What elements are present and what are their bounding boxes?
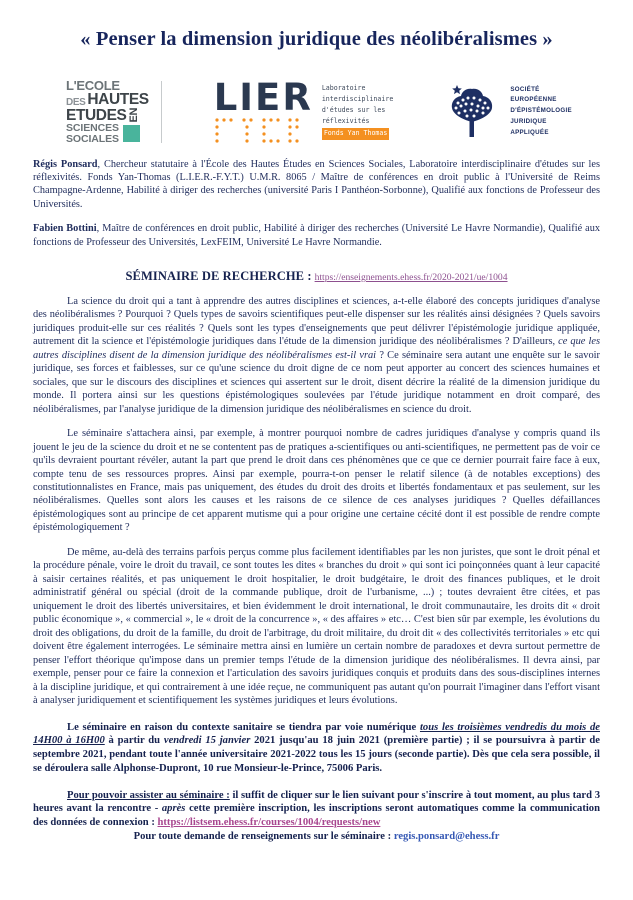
- paragraph-1-emphasis: ce que les autres disciplines disent de la dimension juridique des néolibéralismes est-il vrai: [33, 336, 601, 361]
- paragraph-1: [33, 295, 600, 416]
- schedule-notice: [33, 721, 600, 776]
- contact-line: [33, 831, 600, 842]
- ehess-line-4b: SOCIALES: [66, 132, 119, 145]
- schedule-lead: Le séminaire en raison du contexte sanitaire se tiendra par voie numérique: [67, 721, 420, 733]
- bio-bottini-name: Fabien Bottini: [33, 223, 97, 235]
- ehess-logo-text: [66, 78, 157, 145]
- seeja-logo: [441, 81, 572, 143]
- seminar-label: SÉMINAIRE DE RECHERCHE :: [125, 268, 312, 283]
- bio-bottini: [33, 222, 600, 249]
- lier-word: LIER: [213, 76, 313, 120]
- ehess-line-2-main: HAUTES: [87, 91, 149, 109]
- ehess-line-3-main: ETUDES: [66, 106, 127, 124]
- seminar-header: [33, 269, 600, 284]
- seeja-line-2: EUROPÉENNE: [510, 96, 557, 104]
- registration-body-b: cette première inscription, les inscriptions seront automatiques comme la communication des données de connexion :: [33, 803, 600, 829]
- lier-desc-line-3: d'études sur les: [321, 106, 386, 115]
- lier-wordmark: [213, 76, 313, 143]
- ehess-logo: [66, 78, 162, 145]
- ehess-line-4: [66, 123, 149, 144]
- bio-ponsard-text: , Chercheur statutaire à l'École des Hautes Études en Sciences Sociales, Laboratoire interdisciplinaire d'études sur les réflexivités. Fonds Yan-Thomas (L.I.E.R.-F.Y.T.) U.M.R. 8065 / Maître de conférences en droit public à l'Université de Reims Champagne-Ardenne, Habilité à diriger des recherches (université Paris I Panthéon-Sorbonne), Qualifié aux fonctions de Professeur des Universités.: [33, 158, 600, 210]
- lier-dot-mirror-icon: [214, 117, 313, 143]
- ehess-line-1: L'ECOLE: [66, 78, 120, 94]
- tree-icon: [441, 81, 503, 143]
- lier-logo: [213, 76, 394, 143]
- seeja-line-5: APPLIQUÉE: [510, 128, 549, 136]
- bio-ponsard: [33, 158, 600, 212]
- bio-bottini-text: , Maître de conférences en droit public, Habilité à diriger des recherches (Université Le Havre Normandie), Qualifié aux fonctions de Professeur des Universités, LexFEIM, Université Le Havre Normandie.: [33, 223, 600, 248]
- paragraph-1-part-a: La science du droit qui a tant à apprendre des autres disciplines et sciences, a-t-elle élaboré des concepts juridiques d'analyse des néolibéralismes ? Pourquoi ? Quels types de savoirs scientifiques peut-elle dispenser sur les réalités ainsi désignées ? Quels savoirs juridiques produit-elle sur ces réalités ? Quels sont les types d'enseignements que peut délivrer l'épistémologie juridique appliquée, autrement dit la science et l'épistémologie juridiques dans l'étude de la dimension juridique des néolibéralismes ? D'ailleurs,: [33, 295, 600, 348]
- bio-ponsard-name: Régis Ponsard: [33, 158, 98, 170]
- paragraph-1-part-b: ? Ce séminaire sera autant une enquête sur le savoir juridique, ses forces et faiblesses, sur ce qu'une science du droit digne de ce nom peut apporter au concert des sciences humaines et sociales, que sur le discours des disciplines et sciences qui assertent sur le droit, disent décrire la réalité de la dimension juridique du monde. Il portera ainsi sur les questions épistémologiques soulevées par l'étude juridique notamment en droit comparé, des néolibéralismes, par l'analyse juridique de la dimension juridique des néolibéralismes en science du droit.: [33, 349, 600, 415]
- logo-strip: [33, 76, 600, 148]
- ehess-line-3: [66, 108, 149, 124]
- lier-desc-line-4: réflexivités: [321, 117, 370, 126]
- ehess-teal-square-icon: [123, 125, 140, 142]
- contact-lead: Pour toute demande de renseignements sur le séminaire :: [133, 830, 394, 842]
- seeja-line-1: SOCIÉTÉ: [510, 85, 540, 93]
- schedule-emphasis: tous les troisièmes vendredis du mois de 14H00 à 16H00: [33, 721, 600, 747]
- contact-email-link[interactable]: regis.ponsard@ehess.fr: [393, 830, 500, 842]
- lier-desc-line-1: Laboratoire: [321, 84, 366, 93]
- schedule-mid-a: à partir du: [104, 735, 164, 747]
- logo-divider: [161, 81, 162, 143]
- ehess-line-4a: SCIENCES: [66, 122, 119, 135]
- registration-link[interactable]: https://listsem.ehess.fr/courses/1004/requests/new: [157, 817, 381, 829]
- registration-body-a: il suffit de cliquer sur le lien suivant pour s'inscrire à tout moment, au plus tard 3 heures avant la rencontre -: [33, 789, 601, 815]
- ehess-line-2: [66, 92, 149, 108]
- registration-notice: [33, 789, 600, 830]
- lier-fonds-badge: Fonds Yan Thomas: [322, 128, 390, 140]
- lier-desc-line-2: interdisciplinaire: [321, 95, 394, 104]
- seeja-line-4: JURIDIQUE: [510, 118, 547, 126]
- seminar-link[interactable]: https://enseignements.ehess.fr/2020-2021/ue/1004: [314, 271, 508, 283]
- lier-description: [322, 83, 393, 139]
- paragraph-2: Le séminaire s'attachera ainsi, par exemple, à montrer pourquoi nombre de cadres juridiques d'analyse y compris quand ils jouent le jeu de la science du droit et ne se contentent pas de pratiques a-scientifiques ou anti-scientifiques, ne permettent pas de voir ce qu'ils devraient pourtant révéler, autant la part que prend le droit dans ces phénomènes que ce que ce dernier pourrait faire face à eux, compte tenu de ses ressources propres. Ainsi par exemple, pourra-t-on penser le relatif silence (à de notables exceptions) des constitutionnalistes en France, mais pas uniquement, des études du droit des droits et libertés fondamentaux et pas seulement, sur les néolibéralismes. Quelles sont alors les causes et les raisons de ce silence de ces analyses juridiques ? Quelles défaillances épistémologiques sont au principe de cet apparent mutisme qui a pour origine une certaine cécité dont il est possible de rendre compte épistémologiquement ?: [33, 428, 600, 534]
- seeja-line-3: D'ÉPISTÉMOLOGIE: [510, 107, 572, 115]
- paragraph-3: De même, au-delà des terrains parfois perçus comme plus facilement identifiables par les non juristes, que sont le droit pénal et la procédure pénale, voire le droit du travail, ce sont toutes les dites « branches du droit » qui sont ici poinçonnées quant à leur capacité à saisir certaines réalités, et pas uniquement le droit hospitalier, le droit budgétaire, le droit des finances publiques, et le droit administratif général ou spécial (droit de la commande publique, droit de l'urbanisme, ...) ; toutes devraient être citées, et pas uniquement le droit des libertés universitaires, et bien évidemment le droit international, le droit communautaire, les droits dit « droit public économique », « commercial », le « droit de la concurrence », « des affaires » etc… C'est bien sûr par exemple, les évolutions du droit des obligations, du droit de la famille, du droit de l'arbitrage, du droit militaire, du droit dit « des collectivités territoriales » etc qui doivent être également interrogées. Le séminaire mettra ainsi en lumière un certain nombre de paradoxes et devra surtout permettre de penser l'effort théorique qu'impose dans un premier temps l'étude de la dimension juridique des néolibéralismes. Il devra ainsi, par exemple, penser pour ce faire la connexion et l'articulation des savoirs juridiques conquis et produits dans des sous-disciplines internes à la discipline juridique, et qui contrairement à une idée reçue, ne communiquent pas autant qu'on pourrait l'imaginer dans l'effort visant à analyser juridiquement et scientifiquement les systèmes juridiques et leurs évolutions.: [33, 546, 600, 707]
- registration-heading: Pour pouvoir assister au séminaire :: [67, 789, 230, 801]
- page-title: « Penser la dimension juridique des néolibéralismes »: [80, 28, 553, 50]
- ehess-line-2-small: DES: [66, 96, 86, 108]
- registration-apres: après: [161, 803, 186, 815]
- schedule-mid-b: 2021 jusqu'au 18 juin 2021 (première partie) ; il se poursuivra à partir de septembre 2021, pendant toute l'année universitaire 2021-2022 tous les 15 jours (seconde partie). Dès que cela sera possible, il se déroulera salle Alphonse-Dupront, 10 rue Monsieur-le-Prince, 75006 Paris.: [33, 735, 601, 774]
- ehess-sciences-sociales: [66, 123, 119, 144]
- ehess-line-3-en: EN: [128, 108, 141, 123]
- seeja-text: [510, 85, 572, 139]
- schedule-start-date: vendredi 15 janvier: [163, 735, 251, 747]
